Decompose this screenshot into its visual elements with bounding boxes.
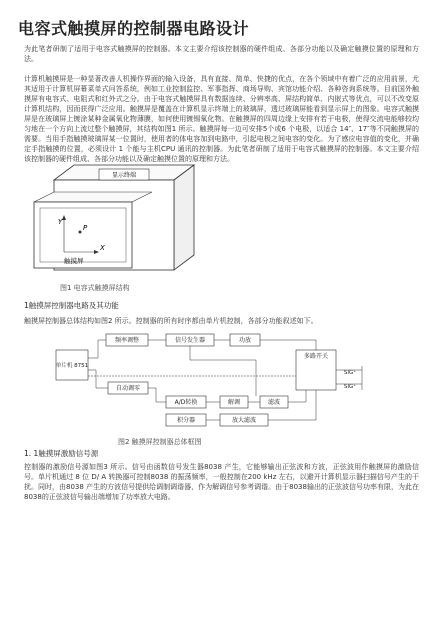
freq-adjust-block-label: 频率调整 <box>114 337 140 344</box>
demod-block-label: 解调 <box>227 399 241 406</box>
mcu-block-label: 单片机 8751 <box>55 363 89 369</box>
display-terminal-label: 显示终端 <box>111 172 137 179</box>
integrator-block-label: 积分器 <box>176 417 196 424</box>
figure-2-caption: 图2 触摸屏控制器总体框图 <box>118 438 202 446</box>
page-title: 电容式触摸屏的控制器电路设计 <box>18 19 250 38</box>
figure-1-diagram <box>24 160 209 278</box>
signal-generator-block-label: 信号发生器 <box>174 337 206 344</box>
section-1-1-heading: 1. 1触摸屏激励信号源 <box>24 449 99 458</box>
axis-y-label: Y <box>58 218 63 226</box>
section-1-1-text: 控制器的激励信号源如图3 所示。信号由函数信号发生器8038 产生，它能够输出正弦波和方波，正弦波用作触摸屏的激励信号。单片机通过 8 位 D/ A 转换器可控制8038 的振荡频率，一般控制在200 kHz 左右，以避开计算机显示器扫描信号产生的干扰。同时，由8038 产生的方波信号提供给调制调谐器，作为解调信号参考调谐。由于8038输出的正弦波信号功率有限，为此在8038的正弦波信号输出端增加了功率放大电路。 <box>24 463 419 501</box>
sig-label-2: SIG⁺ <box>343 384 357 390</box>
section-1-heading: 1触摸屏控制器电路及其功能 <box>24 301 119 310</box>
point-p-label: P <box>83 224 88 232</box>
axis-x-label: X <box>100 244 105 252</box>
adc-block-label: A/D转换 <box>174 399 198 406</box>
auto-zero-block-label: 自动调零 <box>115 385 141 392</box>
figure-2-block-diagram <box>26 330 422 435</box>
section-1-text: 触摸屏控制器总体结构如图2 所示。控制器的所有时序都由单片机控制，各部分功能叙述如下。 <box>24 317 318 325</box>
amp-filter-block-label: 放大滤波 <box>231 417 257 424</box>
mux-block-label: 多路开关 <box>303 353 329 360</box>
body-paragraph-1: 计算机触摸屏是一种显著改善人机操作界面的输入设备，具有直接、简单、快捷的优点，在各个领域中有着广泛的应用前景，尤其适用于计算机屏幕菜单式问答系统，例如工业控制监控、军事指挥、商场导购、宾馆功能介绍、各种咨询系统等。目前国外触摸屏有电容式、电阻式和红外式之分。由于电容式触摸屏具有数据连续、分辨率高、屏结构简单、内嵌式等优点，可以不改变原计算机结构，因而获得广泛应用。触摸屏是覆盖在计算机显示终端上的玻璃屏，透过玻璃屏能看到显示屏上的图象。电容式触摸屏是在玻璃屏上镀涂某种金属氧化物薄膜，如何使用镀锡氧化物。在触摸屏的四周边缘上安排有若干电极，使得交流电能够较均匀地在一个方向上流过整个触摸屏，其结构如图1 所示。触摸屏每一边可安排5个或6 个电极，以适合 14″、17″等不同触摸屏的需要。当用手指触摸玻璃屏某一位置时，使用者的体电容加到电路中，引起电极之间电容的变化。为了感应电容值的变化，并确定手指触摸的位置，必须设计 1 个能与主机CPU 通讯的控制器。为此笔者研制了适用于电容式触摸屏的控制器。本文主要介绍该控制器的硬件组成、各部分功能以及确定触摸位置的原理和方法。 <box>24 75 419 163</box>
figure-1-caption: 图1 电容式触摸屏结构 <box>60 284 130 292</box>
power-amp-block-label: 功放 <box>238 337 252 344</box>
sig-label-1: SIG⁺ <box>343 370 357 376</box>
intro-paragraph: 为此笔者研制了适用于电容式触摸屏的控制器。本文主要介绍该控制器的硬件组成、各部分功能以及确定触摸位置的原理和方法。 <box>24 45 419 63</box>
touch-screen-label: 触摸屏 <box>64 257 84 265</box>
filter-block-label: 滤波 <box>267 399 281 406</box>
